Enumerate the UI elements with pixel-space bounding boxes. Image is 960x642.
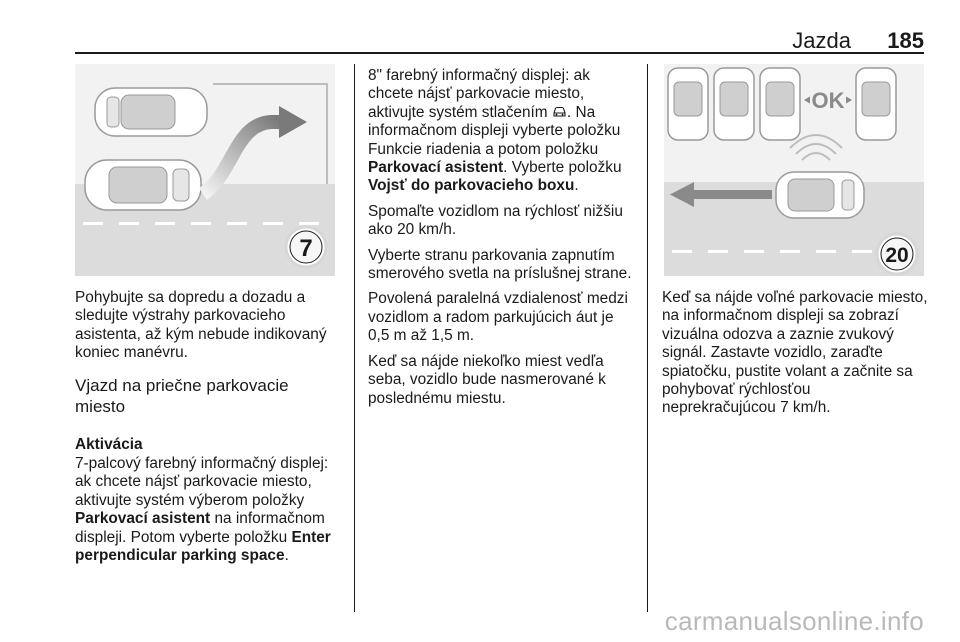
- car-icon: [552, 106, 567, 118]
- text-run: 8" farebný informačný displej: ak chcete nájsť parkovacie miesto, aktivujte systém stlačením: [368, 67, 590, 121]
- figure-20-illustration: [664, 64, 924, 276]
- figure-number-20: 20: [885, 244, 909, 267]
- col3-paragraph-1: Keď sa nájde voľné parkovacie miesto, na informačnom displeji sa zobrazí vizuálna odozva a zaznie zvukový signál. Zastavte vozidlo, zaraďte spiatočku, pustite volant a začnite sa pohybovať rýchlosťou neprekračujúcou 7 km/h.: [662, 289, 928, 417]
- bold-term-parking-assistant: Parkovací asistent: [75, 510, 211, 528]
- page-number: 185: [887, 28, 924, 53]
- col1-paragraph-1: Pohybujte sa dopredu a dozadu a sledujte výstrahy parkovacieho asistenta, až kým nebude indikovaný koniec manévru.: [75, 289, 327, 362]
- moving-car: [85, 160, 201, 210]
- figure-badge-20: [877, 234, 917, 274]
- column-divider-left: [354, 64, 355, 612]
- col2-paragraph-4: Povolená paralelná vzdialenosť medzi vozidlom a radom parkujúcich áut je 0,5 m až 1,5 m.: [368, 290, 628, 345]
- parked-car: [856, 68, 896, 140]
- bold-term-parking-assistant: Parkovací asistent: [368, 159, 504, 177]
- parked-car: [714, 68, 754, 140]
- column-divider-right: [647, 64, 648, 612]
- subsection-heading: Aktivácia: [75, 435, 143, 453]
- page-header-title: Jazda: [792, 28, 851, 53]
- text-run: . Vyberte položku: [503, 159, 622, 177]
- text-run: 7-palcový farebný informačný displej: ak chcete nájsť parkovacie miesto, aktivujte systém výberom položky: [75, 455, 329, 509]
- free-space-indicator: [804, 88, 852, 113]
- header-divider: [75, 52, 924, 54]
- text-run: . Na informačnom displeji vyberte položku Funkcie riadenia a potom položku: [368, 103, 621, 158]
- text-run: na informačnom displeji. Potom vyberte položku: [75, 510, 325, 546]
- parked-car: [95, 88, 207, 136]
- ok-label: OK: [811, 88, 845, 113]
- col1-paragraph-2: [75, 455, 343, 565]
- figure-badge-7: [286, 227, 326, 267]
- col2-paragraph-1: [368, 67, 638, 196]
- moving-car: [776, 172, 864, 218]
- parked-car: [760, 68, 800, 140]
- column-3: [662, 289, 928, 425]
- col2-paragraph-2: Spomaľte vozidlom na rýchlosť nižšiu ako 20 km/h.: [368, 202, 623, 239]
- column-1: [75, 289, 343, 572]
- column-2: [368, 67, 638, 415]
- section-heading: Vjazd na priečne parkovacie miesto: [75, 375, 289, 416]
- figure-7-illustration: [75, 64, 335, 276]
- text-run: .: [574, 177, 579, 195]
- figure-number-7: 7: [299, 235, 313, 262]
- text-run: .: [284, 547, 289, 565]
- bold-term-enter-parking-box: Vojsť do parkovacieho boxu: [368, 177, 575, 195]
- bold-term-enter-perpendicular: Enter perpendicular parking space: [75, 528, 331, 565]
- col2-paragraph-3: Vyberte stranu parkovania zapnutím smerového svetla na príslušnej strane.: [368, 246, 632, 283]
- col2-paragraph-5: Keď sa nájde niekoľko miest vedľa seba, vozidlo bude nasmerované k poslednému miestu.: [368, 352, 606, 407]
- watermark: carmanualsonline.info: [664, 606, 924, 636]
- parked-car: [668, 68, 708, 140]
